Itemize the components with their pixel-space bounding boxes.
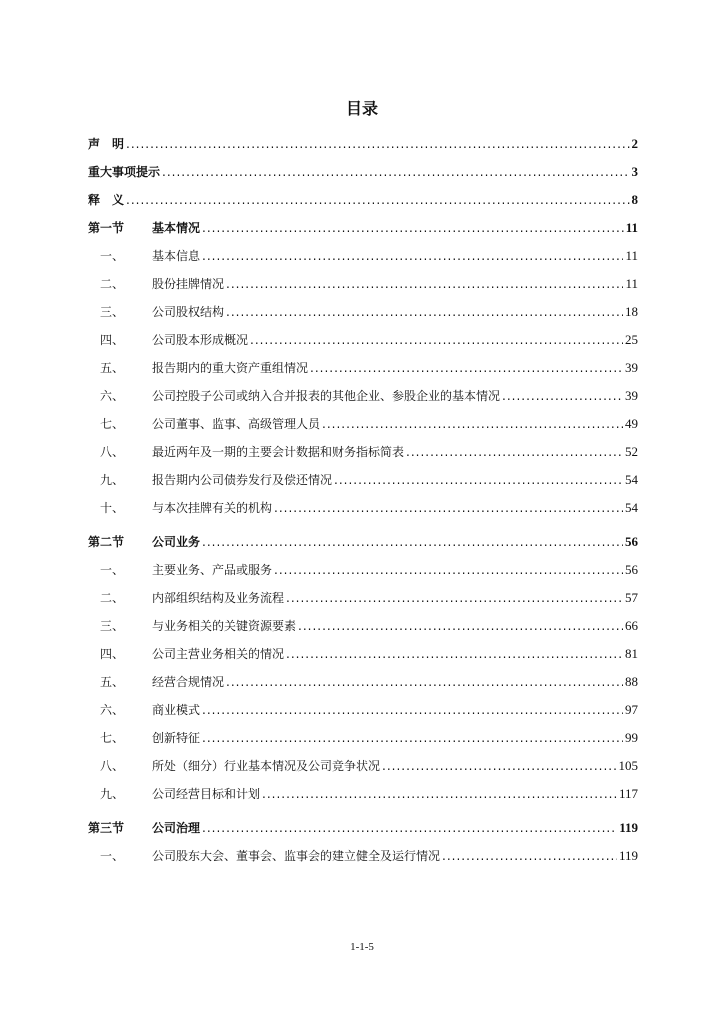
toc-dot-leader [202,249,623,263]
toc-dot-leader [274,501,623,515]
page-title: 目录 [345,99,378,118]
toc-entry-label: 公司股权结构 [152,305,225,319]
toc-entry-page: 18 [625,304,638,319]
toc-section-entry[interactable] [88,135,638,163]
toc-entry-page: 39 [625,360,638,375]
toc-entry-page: 2 [631,136,638,151]
toc-dot-leader [310,361,623,375]
toc-entry-number: 九、 [100,787,125,801]
toc-dot-leader [286,591,623,605]
toc-dot-leader [162,165,629,179]
toc-entry-label: 主要业务、产品或服务 [152,563,273,577]
toc-dot-leader [202,535,623,549]
toc-subsection-entry[interactable] [88,331,638,359]
toc-subsection-entry[interactable] [88,303,638,331]
toc-dot-leader [286,647,623,661]
toc-entry-label: 公司经营目标和计划 [152,787,261,801]
toc-entry-number: 五、 [100,361,125,375]
toc-dot-leader [274,563,623,577]
toc-entry-label: 基本信息 [152,249,201,263]
toc-entry-label: 公司控股子公司或纳入合并报表的其他企业、参股企业的基本情况 [152,389,501,403]
toc-entry-page: 66 [625,618,638,633]
toc-section-entry[interactable] [88,163,638,191]
toc-subsection-entry[interactable] [88,499,638,527]
toc-entry-number: 四、 [100,333,125,347]
toc-section-entry[interactable] [88,191,638,219]
toc-entry-page: 119 [619,820,638,835]
toc-entry-number: 六、 [100,703,125,717]
toc-entry-label: 公司治理 [152,821,201,835]
toc-dot-leader [126,137,629,151]
toc-entry-page: 52 [625,444,638,459]
toc-dot-leader [226,675,623,689]
toc-entry-number: 三、 [100,619,125,633]
toc-entry-page: 3 [631,164,638,179]
toc-entry-label: 商业模式 [152,703,201,717]
toc-entry-page: 105 [618,758,638,773]
toc-entry-page: 8 [631,192,638,207]
toc-entry-page: 11 [625,276,638,291]
toc-entry-label: 最近两年及一期的主要会计数据和财务指标简表 [152,445,405,459]
toc-subsection-entry[interactable] [88,617,638,645]
toc-entry-label: 公司股本形成概况 [152,333,249,347]
toc-entry-label: 公司主营业务相关的情况 [152,647,285,661]
toc-entry-number: 一、 [100,249,125,263]
toc-entry-page: 99 [625,730,638,745]
toc-entry-page: 81 [625,646,638,661]
toc-dot-leader [202,221,624,235]
toc-entry-label: 经营合规情况 [152,675,225,689]
toc-entry-number: 六、 [100,389,125,403]
toc-entry-page: 54 [625,500,638,515]
toc-entry-page: 39 [625,388,638,403]
toc-subsection-entry[interactable] [88,471,638,499]
toc-dot-leader [126,193,629,207]
toc-entry-number: 第二节 [88,535,125,549]
toc-entry-number: 一、 [100,563,125,577]
toc-entry-page: 117 [618,786,638,801]
toc-entry-number: 一、 [100,849,125,863]
toc-subsection-entry[interactable] [88,645,638,673]
toc-subsection-entry[interactable] [88,673,638,701]
toc-entry-page: 56 [625,534,638,549]
toc-entry-page: 11 [625,220,638,235]
toc-entry-number: 四、 [100,647,125,661]
toc-subsection-entry[interactable] [88,561,638,589]
toc-dot-leader [322,417,623,431]
toc-entry-number: 八、 [100,445,125,459]
toc-entry-label: 股份挂牌情况 [152,277,225,291]
toc-entry-number: 第三节 [88,821,125,835]
toc-dot-leader [226,305,623,319]
toc-entry-label: 重大事项提示 [88,165,161,179]
toc-entry-number: 八、 [100,759,125,773]
toc-dot-leader [382,759,616,773]
toc-dot-leader [202,731,623,745]
toc-dot-leader [202,821,617,835]
toc-subsection-entry[interactable] [88,415,638,443]
toc-entry-page: 54 [625,472,638,487]
toc-subsection-entry[interactable] [88,785,638,813]
toc-entry-label: 报告期内公司债券发行及偿还情况 [152,473,333,487]
toc-subsection-entry[interactable] [88,387,638,415]
toc-dot-leader [298,619,623,633]
toc-dot-leader [262,787,617,801]
toc-subsection-entry[interactable] [88,443,638,471]
toc-entry-label: 与业务相关的关键资源要素 [152,619,297,633]
toc-dot-leader [406,445,623,459]
toc-entry-label: 公司董事、监事、高级管理人员 [152,417,321,431]
toc-entry-label: 公司业务 [152,535,201,549]
toc-dot-leader [250,333,623,347]
toc-entry-number: 九、 [100,473,125,487]
toc-subsection-entry[interactable] [88,589,638,617]
toc-entry-number: 五、 [100,675,125,689]
toc-subsection-entry[interactable] [88,757,638,785]
toc-entry-label: 创新特征 [152,731,201,745]
toc-section-entry[interactable] [88,219,638,247]
toc-entry-page: 56 [625,562,638,577]
toc-entry-number: 二、 [100,277,125,291]
toc-subsection-entry[interactable] [88,359,638,387]
toc-entry-page: 57 [625,590,638,605]
toc-section-entry[interactable] [88,533,638,561]
toc-entry-label: 与本次挂牌有关的机构 [152,501,273,515]
toc-section-entry[interactable] [88,819,638,847]
toc-entry-page: 49 [625,416,638,431]
toc-subsection-entry[interactable] [88,729,638,757]
toc-subsection-entry[interactable] [88,701,638,729]
toc-entry-number: 七、 [100,417,125,431]
toc-entry-number: 十、 [100,501,125,515]
toc-entry-label: 基本情况 [152,221,201,235]
toc-subsection-entry[interactable] [88,847,638,875]
toc-entry-label: 所处（细分）行业基本情况及公司竞争状况 [152,759,381,773]
toc-dot-leader [442,849,617,863]
toc-dot-leader [502,389,623,403]
toc-entry-label: 释 义 [88,193,125,207]
toc-entry-page: 88 [625,674,638,689]
table-of-contents [88,135,638,875]
toc-dot-leader [202,703,623,717]
toc-entry-label: 内部组织结构及业务流程 [152,591,285,605]
toc-entry-label: 公司股东大会、董事会、监事会的建立健全及运行情况 [152,849,441,863]
toc-dot-leader [226,277,623,291]
toc-entry-page: 97 [625,702,638,717]
toc-subsection-entry[interactable] [88,247,638,275]
page-number-footer: 1-1-5 [350,941,374,953]
toc-entry-number: 第一节 [88,221,125,235]
toc-entry-number: 七、 [100,731,125,745]
toc-entry-label: 报告期内的重大资产重组情况 [152,361,309,375]
toc-entry-page: 119 [618,848,638,863]
toc-entry-number: 三、 [100,305,125,319]
toc-entry-page: 25 [625,332,638,347]
toc-entry-label: 声 明 [88,137,125,151]
toc-subsection-entry[interactable] [88,275,638,303]
toc-dot-leader [334,473,623,487]
toc-entry-number: 二、 [100,591,125,605]
toc-entry-page: 11 [625,248,638,263]
